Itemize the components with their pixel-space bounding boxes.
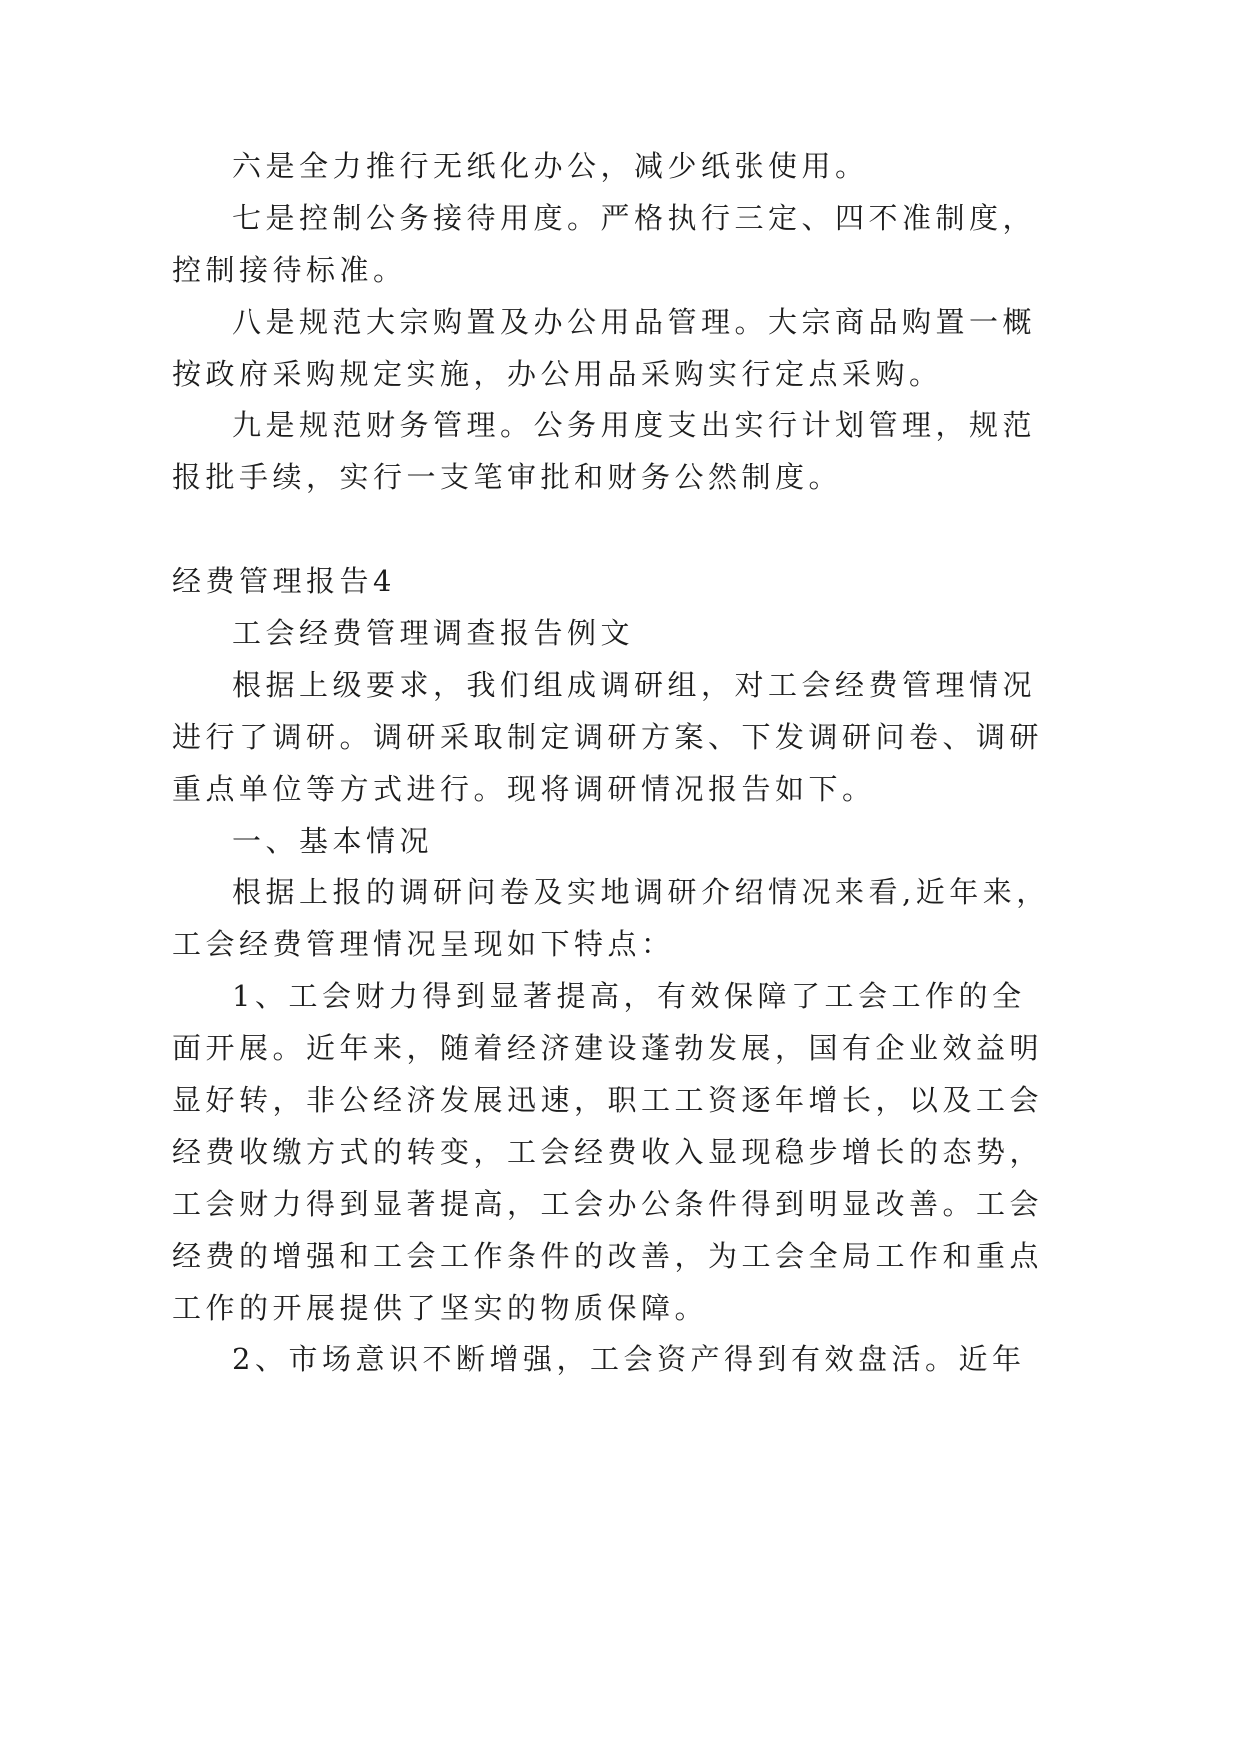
text-line: 经费收缴方式的转变，工会经费收入显现稳步增长的态势， xyxy=(172,1134,1044,1169)
text-line: 九是规范财务管理。公务用度支出实行计划管理，规范 xyxy=(232,408,1037,443)
text-line: 重点单位等方式进行。现将调研情况报告如下。 xyxy=(172,771,876,806)
text-line: 1、工会财力得到显著提高，有效保障了工会工作的全 xyxy=(232,979,1026,1014)
paragraph xyxy=(172,816,1241,868)
text-line: 经费的增强和工会工作条件的改善，为工会全局工作和重点 xyxy=(172,1238,1044,1273)
text-line: 面开展。近年来，随着经济建设蓬勃发展，国有企业效益明 xyxy=(172,1031,1044,1066)
paragraph xyxy=(172,660,1241,816)
section-one xyxy=(172,141,1241,504)
paragraph xyxy=(172,141,1241,193)
section-two xyxy=(172,556,1241,1386)
text-line: 工会经费管理情况呈现如下特点： xyxy=(172,927,675,962)
text-line: 报批手续，实行一支笔审批和财务公然制度。 xyxy=(172,460,843,495)
text-line: 进行了调研。调研采取制定调研方案、下发调研问卷、调研 xyxy=(172,719,1044,754)
text-line: 根据上报的调研问卷及实地调研介绍情况来看,近年来， xyxy=(232,875,1050,910)
paragraph xyxy=(172,400,1241,504)
section-heading: 经费管理报告4 xyxy=(172,564,396,599)
text-line: 控制接待标准。 xyxy=(172,252,407,287)
text-line: 七是控制公务接待用度。严格执行三定、四不准制度， xyxy=(232,200,1037,235)
paragraph xyxy=(172,297,1241,401)
paragraph xyxy=(172,193,1241,297)
subsection-heading: 一、基本情况 xyxy=(232,823,434,858)
text-line: 六是全力推行无纸化办公，减少纸张使用。 xyxy=(232,149,869,183)
paragraph xyxy=(172,971,1241,1334)
text-line: 2、市场意识不断增强，工会资产得到有效盘活。近年 xyxy=(232,1342,1026,1377)
paragraph xyxy=(172,1334,1241,1386)
paragraph xyxy=(172,867,1241,971)
text-line: 工会财力得到显著提高，工会办公条件得到明显改善。工会 xyxy=(172,1186,1044,1221)
document-subtitle: 工会经费管理调查报告例文 xyxy=(232,616,635,651)
text-line: 按政府采购规定实施，办公用品采购实行定点采购。 xyxy=(172,356,943,391)
text-line: 显好转，非公经济发展迅速，职工工资逐年增长，以及工会 xyxy=(172,1083,1044,1118)
text-line: 工作的开展提供了坚实的物质保障。 xyxy=(172,1290,709,1325)
text-line: 根据上级要求，我们组成调研组，对工会经费管理情况 xyxy=(232,667,1037,702)
text-line: 八是规范大宗购置及办公用品管理。大宗商品购置一概 xyxy=(232,304,1037,339)
